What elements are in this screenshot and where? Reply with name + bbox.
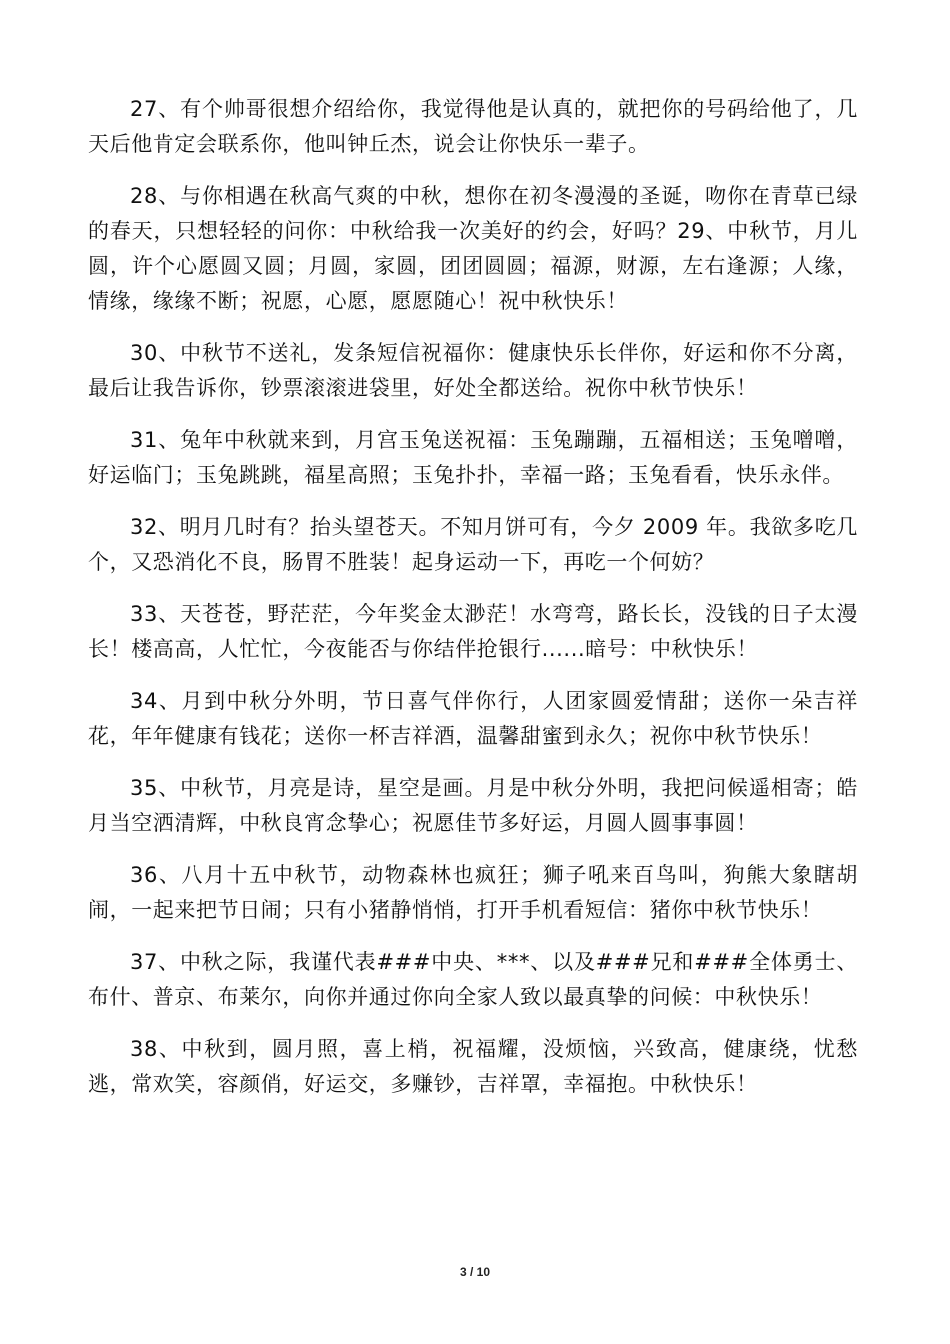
paragraph-27: 27、有个帅哥很想介绍给你，我觉得他是认真的，就把你的号码给他了，几天后他肯定会联系你，他叫钟丘杰，说会让你快乐一辈子。 <box>88 97 858 156</box>
paragraph-33: 33、天苍苍，野茫茫，今年奖金太渺茫！水弯弯，路长长，没钱的日子太漫长！楼高高，人忙忙，今夜能否与你结伴抢银行......暗号：中秋快乐！ <box>88 602 858 661</box>
paragraph-35: 35、中秋节，月亮是诗，星空是画。月是中秋分外明，我把问候遥相寄；皓月当空洒清辉，中秋良宵念挚心；祝愿佳节多好运，月圆人圆事事圆！ <box>88 776 858 835</box>
page-number: 3 / 10 <box>459 1265 491 1279</box>
paragraph-37: 37、中秋之际，我谨代表###中央、***、以及###兄和###全体勇士、布什、普京、布莱尔，向你并通过你向全家人致以最真挚的问候：中秋快乐！ <box>88 950 858 1009</box>
paragraph-32: 32、明月几时有？抬头望苍天。不知月饼可有，今夕 2009 年。我欲多吃几个，又恐消化不良，肠胃不胜装！起身运动一下，再吃一个何妨？ <box>88 515 858 574</box>
paragraph-38: 38、中秋到，圆月照，喜上梢，祝福耀，没烦恼，兴致高，健康绕，忧愁逃，常欢笑，容颜俏，好运交，多赚钞，吉祥罩，幸福抱。中秋快乐！ <box>88 1037 858 1096</box>
paragraph-36: 36、八月十五中秋节，动物森林也疯狂；狮子吼来百鸟叫，狗熊大象瞎胡闹，一起来把节日闹；只有小猪静悄悄，打开手机看短信：猪你中秋节快乐！ <box>88 863 858 922</box>
paragraph-30: 30、中秋节不送礼，发条短信祝福你：健康快乐长伴你，好运和你不分离，最后让我告诉你，钞票滚滚进袋里，好处全都送给。祝你中秋节快乐！ <box>88 341 858 400</box>
paragraph-28-29: 28、与你相遇在秋高气爽的中秋，想你在初冬漫漫的圣诞，吻你在青草已绿的春天，只想轻轻的问你：中秋给我一次美好的约会，好吗？29、中秋节，月儿圆，许个心愿圆又圆；月圆，家圆，团团圆圆；福源，财源，左右逢源；人缘，情缘，缘缘不断；祝愿，心愿，愿愿随心！祝中秋快乐！ <box>88 184 858 313</box>
paragraph-31: 31、兔年中秋就来到，月宫玉兔送祝福：玉兔蹦蹦，五福相送；玉兔噌噌，好运临门；玉兔跳跳，福星高照；玉兔扑扑，幸福一路；玉兔看看，快乐永伴。 <box>88 428 858 487</box>
document-body <box>88 92 858 1119</box>
paragraph-34: 34、月到中秋分外明，节日喜气伴你行，人团家圆爱情甜；送你一朵吉祥花，年年健康有钱花；送你一杯吉祥酒，温馨甜蜜到永久；祝你中秋节快乐！ <box>88 689 858 748</box>
